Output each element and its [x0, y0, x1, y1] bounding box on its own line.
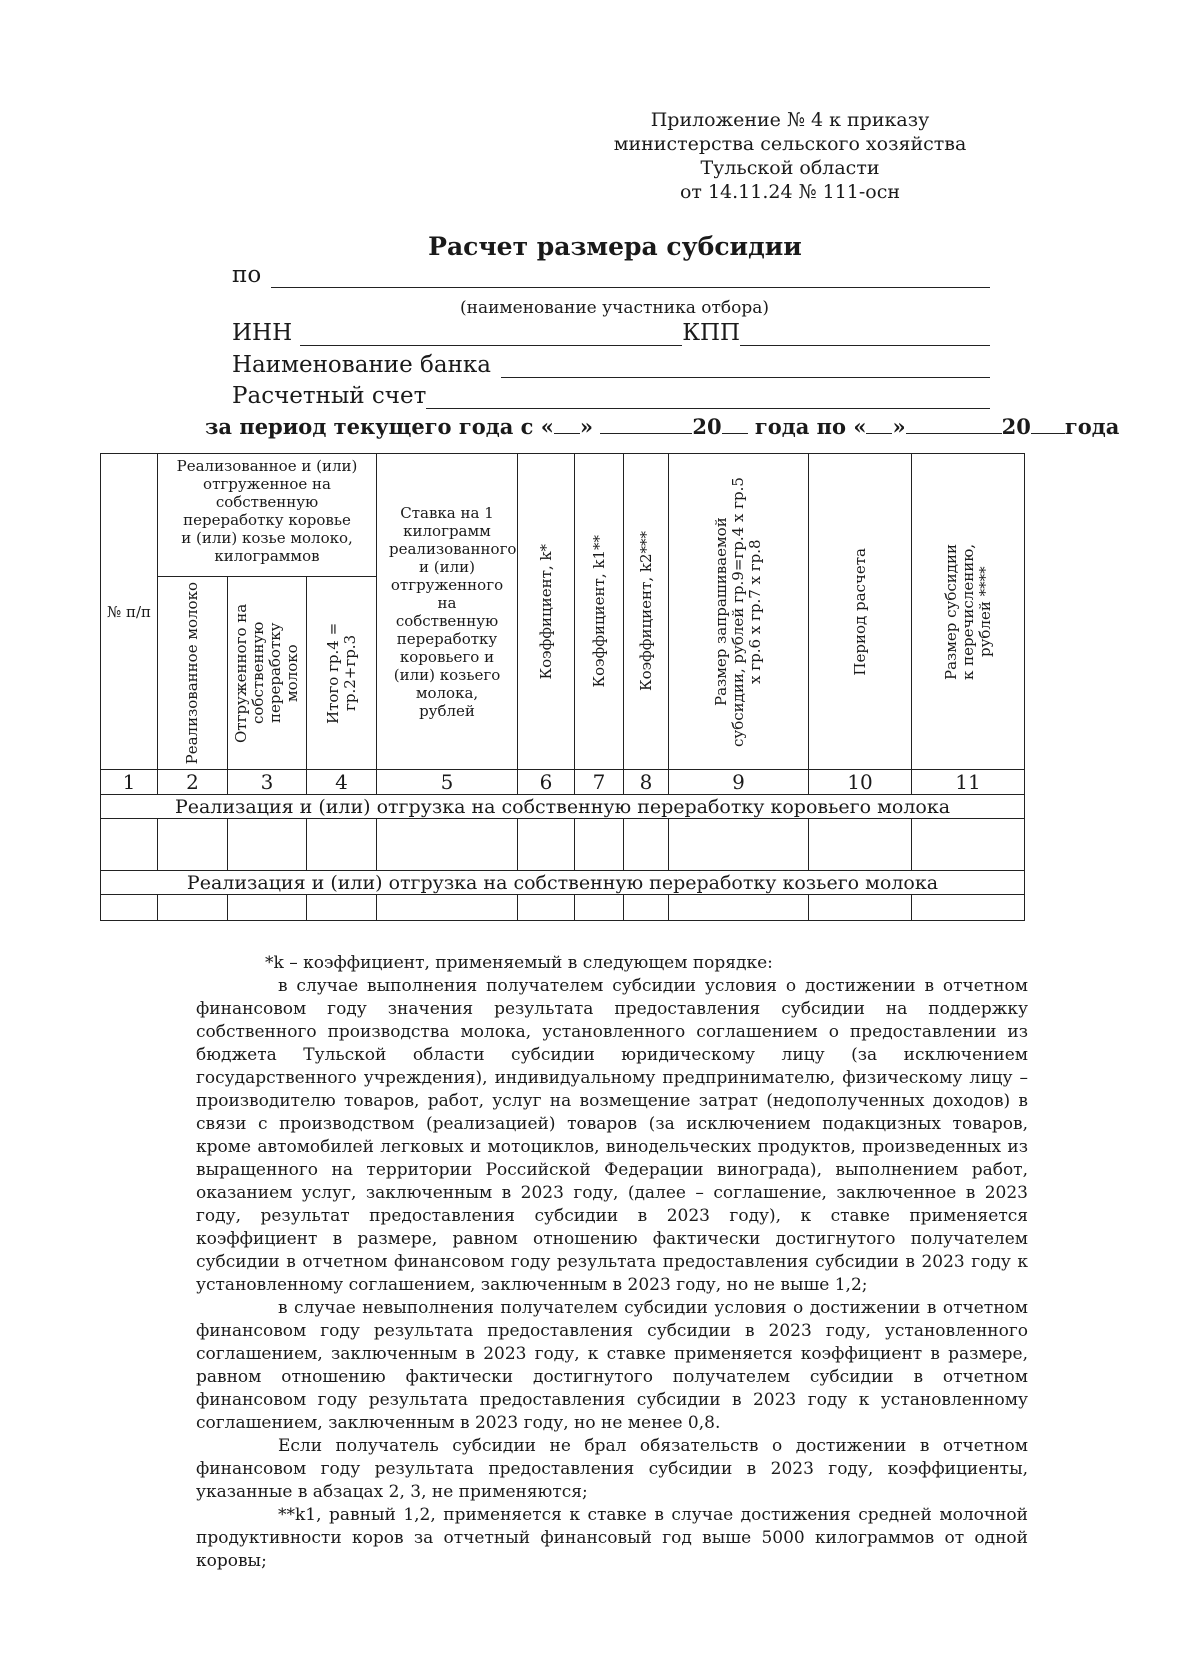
end-quote: » [892, 414, 906, 439]
column-number: 7 [575, 770, 624, 795]
header-period [809, 454, 912, 770]
table-cell[interactable] [518, 819, 575, 871]
note-k-intro: *k – коэффициент, применяемый в следующем порядке: [265, 953, 773, 973]
header-requested-text: Размер запрашиваемой субсидии, рублей гр.9=гр.4 х гр.5 х гр.6 х гр.7 х гр.8 [712, 476, 764, 747]
account-field[interactable] [426, 384, 990, 409]
participant-line [232, 262, 990, 288]
annex-line-2: министерства сельского хозяйства [613, 133, 967, 155]
participant-field[interactable] [271, 263, 990, 288]
period-start-label: за период текущего года с « [205, 414, 554, 439]
annex-line-3: Тульской области [700, 157, 880, 179]
table-cell[interactable] [912, 819, 1025, 871]
column-number: 10 [809, 770, 912, 795]
note-k-fulfilled: в случае выполнения получателем субсидии условия о достижении в отчетном финансовом году значения результата предоставления субсидии на поддержку собственного производства молока, установленного соглашением о предоставлении из бюджета Тульской области субсидии юридическому лицу (за исключением государственного учреждения), индивидуальному предпринимателю, физическому лицу – производителю товаров, работ, услуг на возмещение затрат (недополученных доходов) в связи с производством (реализацией) товаров (за исключением подакцизных товаров, кроме автомобилей легковых и мотоциклов, винодельческих продуктов, произведенных из выращенного на территории Российской Федерации винограда), выполнением работ, оказанием услуг, заключенным в 2023 году, (далее – соглашение, заключенное в 2023 году, результат предоставления субсидии в 2023 году), к ставке применяется коэффициент в размере, равном отношению фактически достигнутого получателем субсидии в отчетном финансовом году результата предоставления субсидии в 2023 году к установленному соглашением, заключенным в 2023 году, но не выше 1,2; [196, 976, 1028, 1295]
bank-line [232, 352, 990, 378]
table-cell[interactable] [228, 819, 307, 871]
table-cell[interactable] [669, 895, 809, 921]
table-cell[interactable] [228, 895, 307, 921]
header-total [307, 577, 377, 770]
header-group: Реализованное и (или) отгруженное на собственную переработку коровье и (или) козье молоко, килограммов [158, 454, 377, 577]
header-total-text: Итого гр.4 = гр.2+гр.3 [323, 622, 359, 724]
column-number: 9 [669, 770, 809, 795]
start-day-field[interactable] [554, 415, 580, 434]
table-cell[interactable] [307, 819, 377, 871]
annex-header [600, 108, 980, 204]
table-cell[interactable] [624, 819, 669, 871]
header-k2 [624, 454, 669, 770]
column-number: 6 [518, 770, 575, 795]
period-line [205, 414, 1119, 439]
column-number: 11 [912, 770, 1025, 795]
header-period-text: Период расчета [850, 547, 869, 676]
cow-data-row [101, 819, 1025, 871]
start-year-field[interactable] [722, 415, 748, 434]
account-line [232, 383, 990, 409]
header-shipped [228, 577, 307, 770]
footnotes [196, 952, 1028, 1573]
column-numbers-row [101, 770, 1025, 795]
start-year-prefix: 20 [692, 414, 722, 439]
annex-line-4: от 14.11.24 № 111-осн [679, 181, 901, 203]
kpp-field[interactable] [740, 321, 990, 346]
inn-field[interactable] [300, 321, 682, 346]
header-transfer-text: Размер субсидии к перечислению, рублей **** [941, 543, 994, 680]
note-k-not-applied: Если получатель субсидии не брал обязательств о достижении в отчетном финансовом году результата предоставления субсидии в 2023 году, коэффициенты, указанные в абзацах 2, 3, не применяются; [196, 1436, 1028, 1502]
note-k1: **k1, равный 1,2, применяется к ставке в случае достижения средней молочной продуктивности коров за отчетный финансовый год выше 5000 килограммов от одной коровы; [196, 1505, 1028, 1571]
header-k [518, 454, 575, 770]
column-number: 1 [101, 770, 158, 795]
header-k1-text: Коэффициент, k1** [589, 535, 608, 688]
table-cell[interactable] [377, 819, 518, 871]
table-cell[interactable] [158, 895, 228, 921]
start-month-field[interactable] [600, 415, 692, 434]
table-cell[interactable] [809, 895, 912, 921]
table-cell[interactable] [101, 819, 158, 871]
section-cow-milk: Реализация и (или) отгрузка на собственную переработку коровьего молока [101, 795, 1025, 819]
bank-field[interactable] [501, 353, 990, 378]
goat-data-row [101, 895, 1025, 921]
account-label: Расчетный счет [232, 383, 427, 409]
column-number: 2 [158, 770, 228, 795]
period-end-label: года [1064, 414, 1120, 439]
table-cell[interactable] [101, 895, 158, 921]
section-goat-milk: Реализация и (или) отгрузка на собственную переработку козьего молока [101, 871, 1025, 895]
table-cell[interactable] [624, 895, 669, 921]
header-shipped-text: Отгруженного на собственную переработку молоко [232, 603, 301, 743]
header-sold-text: Реализованное молоко [183, 581, 201, 765]
table-cell[interactable] [518, 895, 575, 921]
end-month-field[interactable] [906, 415, 1002, 434]
note-k-unfulfilled: в случае невыполнения получателем субсидии условия о достижении в отчетном финансовом году результата предоставления субсидии в 2023 году, установленного соглашением, заключенным в 2023 году, к ставке применяется коэффициент в размере, равном отношению фактически достигнутого получателем субсидии в отчетном финансовом году результата предоставления субсидии в 2023 году к установленному соглашением, заключенным в 2023 году, но не менее 0,8. [196, 1298, 1028, 1433]
document-title: Расчет размера субсидии [428, 232, 802, 261]
table-cell[interactable] [575, 819, 624, 871]
inn-kpp-line [232, 320, 990, 346]
table-cell[interactable] [377, 895, 518, 921]
inn-label: ИНН [232, 320, 293, 346]
participant-caption: (наименование участника отбора) [460, 298, 769, 318]
table-cell[interactable] [575, 895, 624, 921]
header-sold [158, 577, 228, 770]
header-transfer [912, 454, 1025, 770]
table-cell[interactable] [669, 819, 809, 871]
column-number: 8 [624, 770, 669, 795]
period-middle-label: года по « [754, 414, 867, 439]
table-cell[interactable] [912, 895, 1025, 921]
header-requested [669, 454, 809, 770]
header-num: № п/п [101, 454, 158, 770]
table-cell[interactable] [809, 819, 912, 871]
end-day-field[interactable] [866, 415, 892, 434]
subsidy-table [100, 453, 1025, 921]
end-year-field[interactable] [1031, 415, 1065, 434]
start-quote: » [579, 414, 594, 439]
bank-label: Наименование банка [232, 352, 491, 378]
annex-line-1: Приложение № 4 к приказу [650, 109, 930, 131]
column-number: 5 [377, 770, 518, 795]
table-cell[interactable] [158, 819, 228, 871]
column-number: 3 [228, 770, 307, 795]
end-year-prefix: 20 [1001, 414, 1031, 439]
column-number: 4 [307, 770, 377, 795]
header-k2-text: Коэффициент, k2*** [636, 531, 655, 692]
header-rate: Ставка на 1 килограмм реализованного и (или) отгруженного на собственную переработку коровьего и (или) козьего молока, рублей [377, 454, 518, 770]
po-label: по [232, 262, 262, 288]
header-k1 [575, 454, 624, 770]
kpp-label: КПП [682, 320, 741, 346]
table-cell[interactable] [307, 895, 377, 921]
header-k-text: Коэффициент, k* [536, 543, 555, 680]
